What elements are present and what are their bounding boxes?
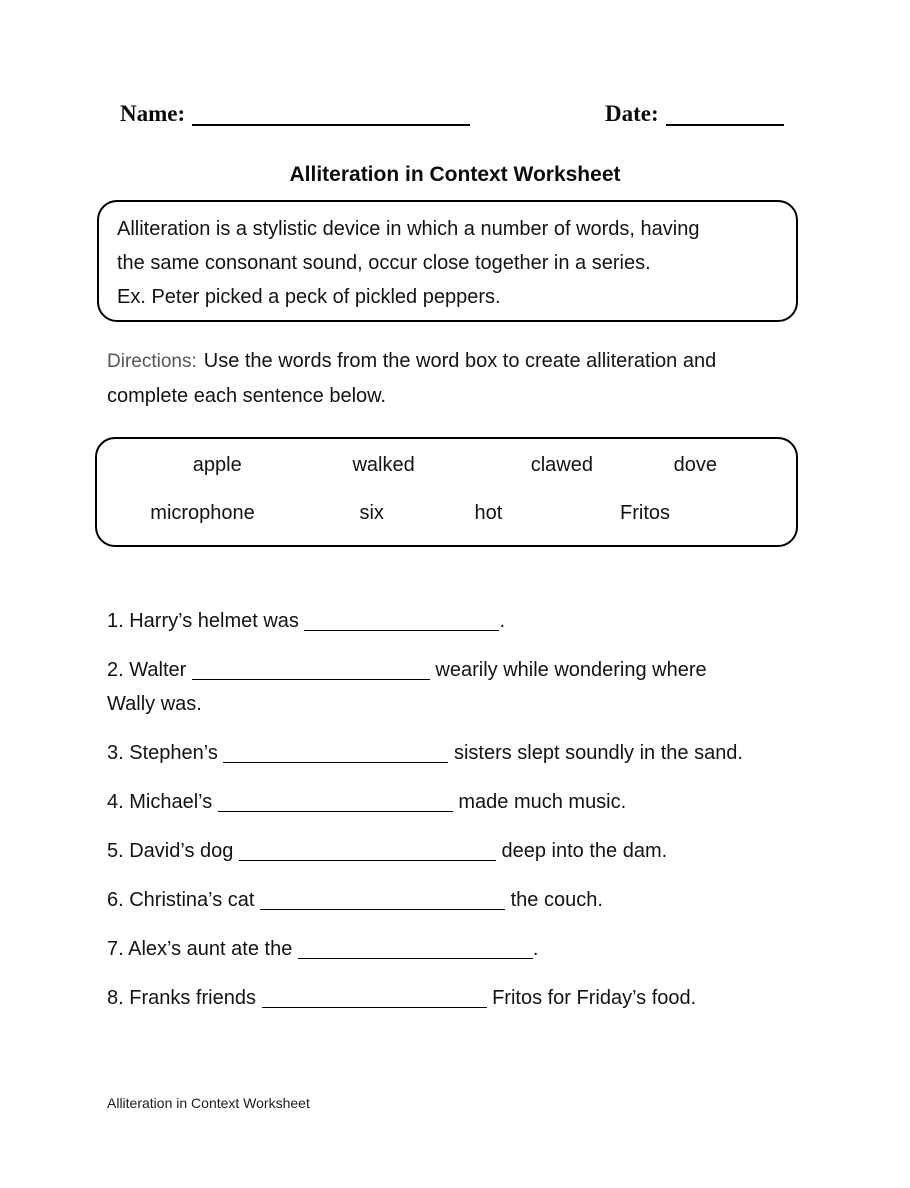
definition-line: Ex. Peter picked a peck of pickled peppers. bbox=[117, 286, 501, 308]
sentence: 4. Michael’s made much music. bbox=[107, 791, 627, 813]
word-box-word: six bbox=[359, 502, 384, 524]
word-box-word: dove bbox=[673, 454, 718, 476]
footer-title: Alliteration in Context Worksheet bbox=[107, 1095, 310, 1111]
word-box bbox=[95, 437, 798, 547]
sentence: 5. David’s dog deep into the dam. bbox=[107, 840, 668, 862]
definition-line: Alliteration is a stylistic device in which a number of words, having bbox=[117, 218, 700, 240]
date-input-line[interactable] bbox=[666, 104, 784, 126]
word-box-word: apple bbox=[192, 454, 242, 476]
word-box-word: clawed bbox=[530, 454, 593, 476]
date-label: Date: bbox=[605, 101, 659, 126]
directions-text-line2: complete each sentence below. bbox=[107, 385, 387, 407]
answer-blank[interactable] bbox=[223, 746, 448, 763]
answer-blank[interactable] bbox=[218, 795, 453, 812]
word-box-word: Fritos bbox=[620, 502, 671, 524]
answer-blank[interactable] bbox=[304, 614, 499, 631]
sentence: 1. Harry’s helmet was . bbox=[107, 610, 506, 632]
definition-line: the same consonant sound, occur close together in a series. bbox=[117, 252, 651, 274]
answer-blank[interactable] bbox=[192, 663, 430, 680]
sentence: 2. Walter wearily while wondering where Wally was. bbox=[107, 659, 707, 715]
word-box-word: microphone bbox=[150, 502, 255, 524]
page-title: Alliteration in Context Worksheet bbox=[289, 163, 621, 186]
name-label: Name: bbox=[120, 101, 186, 126]
word-box-word: walked bbox=[352, 454, 415, 476]
answer-blank[interactable] bbox=[262, 991, 487, 1008]
name-input-line[interactable] bbox=[192, 104, 470, 126]
sentence: 8. Franks friends Fritos for Friday’s food. bbox=[107, 987, 697, 1009]
answer-blank[interactable] bbox=[239, 844, 496, 861]
word-box-word: hot bbox=[474, 502, 503, 524]
sentence-list bbox=[107, 604, 807, 1030]
definition-box bbox=[97, 200, 798, 322]
sentence: 3. Stephen’s sisters slept soundly in the sand. bbox=[107, 742, 743, 764]
date-field-group bbox=[605, 101, 784, 127]
directions-text-line1: Use the words from the word box to create alliteration and bbox=[203, 350, 717, 372]
answer-blank[interactable] bbox=[260, 893, 505, 910]
name-field-group bbox=[120, 101, 470, 127]
directions bbox=[107, 344, 807, 413]
sentence: 7. Alex’s aunt ate the . bbox=[107, 938, 539, 960]
answer-blank[interactable] bbox=[298, 942, 533, 959]
sentence: 6. Christina’s cat the couch. bbox=[107, 889, 603, 911]
directions-label: Directions: bbox=[107, 351, 197, 372]
